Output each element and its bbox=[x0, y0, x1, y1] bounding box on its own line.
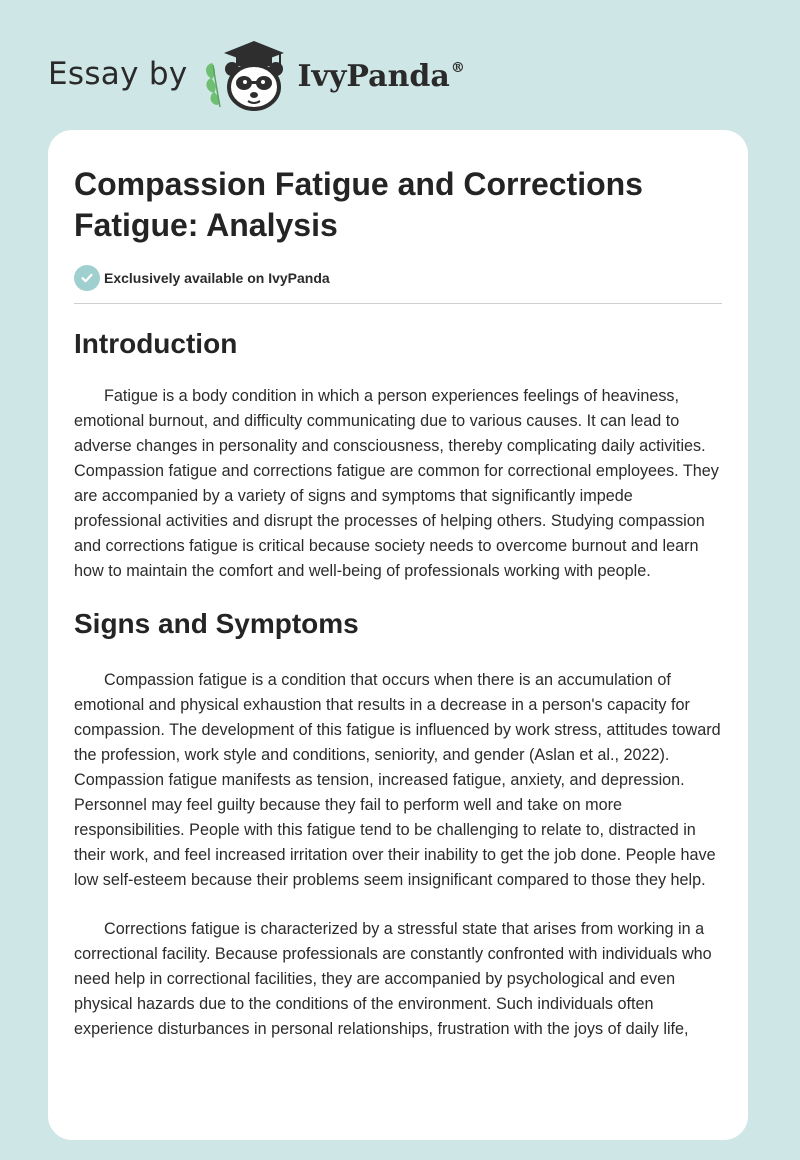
paragraph: Corrections fatigue is characterized by a stressful state that arises from working in a correctional facility. Because professionals are constantly confronted with individuals who need help in correctional facilities, they are accompanied by psychological and even physical hazards due to the conditions of the environment. Such individuals often experience disturbances in personal relationships, frustration with the joys of daily life, bbox=[74, 920, 712, 1038]
paragraph: Fatigue is a body condition in which a person experiences feelings of heaviness, emotional burnout, and difficulty communicating due to various causes. It can lead to adverse changes in personality and consciousness, thereby complicating daily activities. Compassion fatigue and corrections fatigue are common for correctional employees. They are accompanied by a variety of signs and symptoms that significantly impede professional activities and disrupt the processes of helping others. Studying compassion and corrections fatigue is critical because society needs to overcome burnout and learn how to maintain the comfort and well-being of professionals working with people. bbox=[74, 387, 719, 580]
essay-by-label: Essay by bbox=[48, 56, 188, 92]
registered-mark: ® bbox=[450, 59, 465, 76]
site-header bbox=[48, 34, 465, 114]
exclusive-label: Exclusively available on IvyPanda bbox=[104, 270, 330, 286]
paragraph: Compassion fatigue is a condition that occurs when there is an accumulation of emotional and physical exhaustion that results in a decrease in a person's capacity for compassion. The development of this fatigue is influenced by work stress, attitudes toward the profession, work style and conditions, seniority, and gender (Aslan et al., 2022). Compassion fatigue manifests as tension, increased fatigue, anxiety, and depression. Personnel may feel guilty because they fail to perform well and take on more responsibilities. People with this fatigue tend to be challenging to relate to, distracted in their work, and feel increased irritation over their inability to get the job done. People have low self-esteem because their problems seem insignificant compared to those they help. bbox=[74, 671, 721, 889]
brand-name[interactable]: IvyPanda® bbox=[297, 58, 465, 94]
section-heading-signs-and-symptoms: Signs and Symptoms bbox=[74, 608, 359, 639]
section-heading-introduction: Introduction bbox=[74, 328, 238, 359]
divider bbox=[74, 303, 722, 304]
page-title: Compassion Fatigue and Corrections Fatigue: Analysis bbox=[74, 166, 643, 243]
exclusive-badge bbox=[74, 265, 722, 291]
panda-graduate-icon bbox=[202, 35, 292, 113]
check-icon bbox=[74, 265, 100, 291]
article-card bbox=[48, 130, 748, 1140]
